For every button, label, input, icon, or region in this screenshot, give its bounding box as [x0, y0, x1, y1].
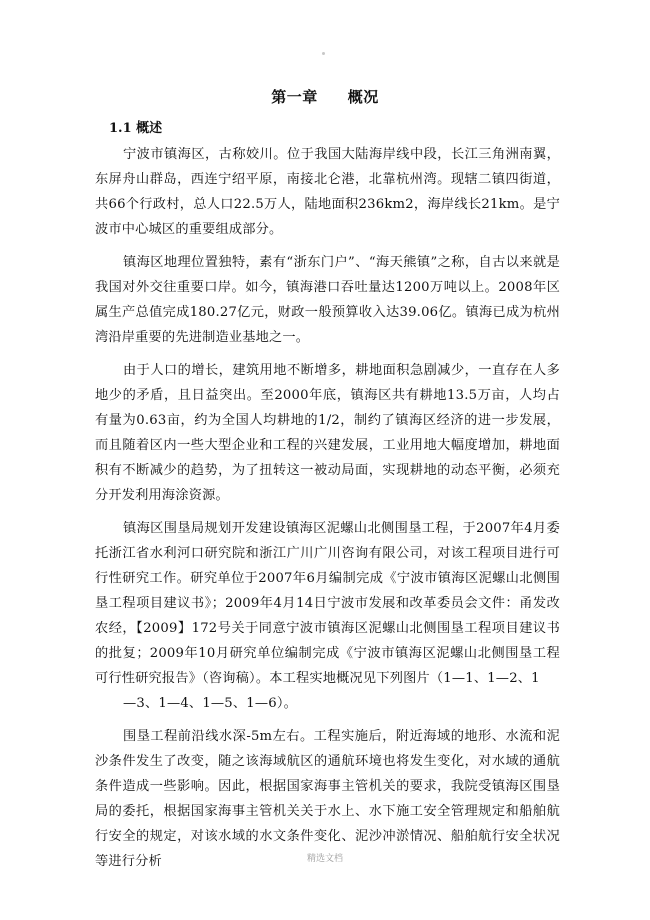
- paragraph: 围垦工程前沿线水深-5m左右。工程实施后，附近海域的地形、水流和泥沙条件发生了改变，随之该海域航区的通航环境也将发生变化，对水域的通航条件造成一些影响。因此，根据国家海事主管机关的要求，我院受镇海区围垦局的委托，根据国家海事主管机关关于水上、水下施工安全管理规定和船舶航行安全的规定，对该水域的水文条件变化、泥沙冲淤情况、船舶航行安全状况等进行分析: [95, 729, 560, 869]
- paragraph-continuation: —3、1—4、1—5、1—6）。: [123, 696, 298, 711]
- paragraph: 由于人口的增长，建筑用地不断增多，耕地面积急剧减少，一直存在人多地少的矛盾，且日益突出。至2000年底，镇海区共有耕地13.5万亩，人均占有量为0.63亩，约为全国人均耕地的1/2，制约了镇海区经济的进一步发展，而且随着区内一些大型企业和工程的兴建发展，工业用地大幅度增加，耕地面积有不断减少的趋势，为了扭转这一被动局面，实现耕地的动态平衡，必须充分开发利用海涂资源。: [95, 363, 560, 503]
- body-text: [95, 142, 560, 882]
- paragraph: 镇海区地理位置独特，素有“浙东门户”、“海天熊镇”之称，自古以来就是我国对外交往重要口岸。如今，镇海港口吞吐量达1200万吨以上。2008年区属生产总值完成180.27亿元，财政一般预算收入达39.06亿。镇海已成为杭州湾沿岸重要的先进制造业基地之一。: [95, 255, 560, 345]
- chapter-label: 第一章: [271, 88, 318, 106]
- page-footer: 精选文档: [306, 854, 343, 864]
- chapter-title: 概况: [347, 88, 379, 106]
- paragraph: 宁波市镇海区，古称姣川。位于我国大陆海岸线中段，长江三角洲南翼，东屏舟山群岛，西连宁绍平原，南接北仑港，北靠杭州湾。现辖二镇四街道，共66个行政村，总人口22.5万人，陆地面积236km2，海岸线长21km。是宁波市中心城区的重要组成部分。: [95, 147, 560, 237]
- section-heading: 1.1 概述: [109, 121, 163, 136]
- page-mark: [322, 52, 325, 55]
- chapter-heading: [0, 86, 650, 107]
- paragraph: 镇海区围垦局规划开发建设镇海区泥螺山北侧围垦工程，于2007年4月委托浙江省水利河口研究院和浙江广川广川咨询有限公司，对该工程项目进行可行性研究工作。研究单位于2007年6月编制完成《宁波市镇海区泥螺山北侧围垦工程项目建议书》；2009年4月14日宁波市发展和改革委员会文件：甬发改农经，【2009】172号关于同意宁波市镇海区泥螺山北侧围垦工程项目建议书的批复；2009年10月研究单位编制完成《宁波市镇海区泥螺山北侧围垦工程可行性研究报告》（咨询稿）。本工程实地概况见下列图片（1—1、1—2、1: [95, 521, 560, 686]
